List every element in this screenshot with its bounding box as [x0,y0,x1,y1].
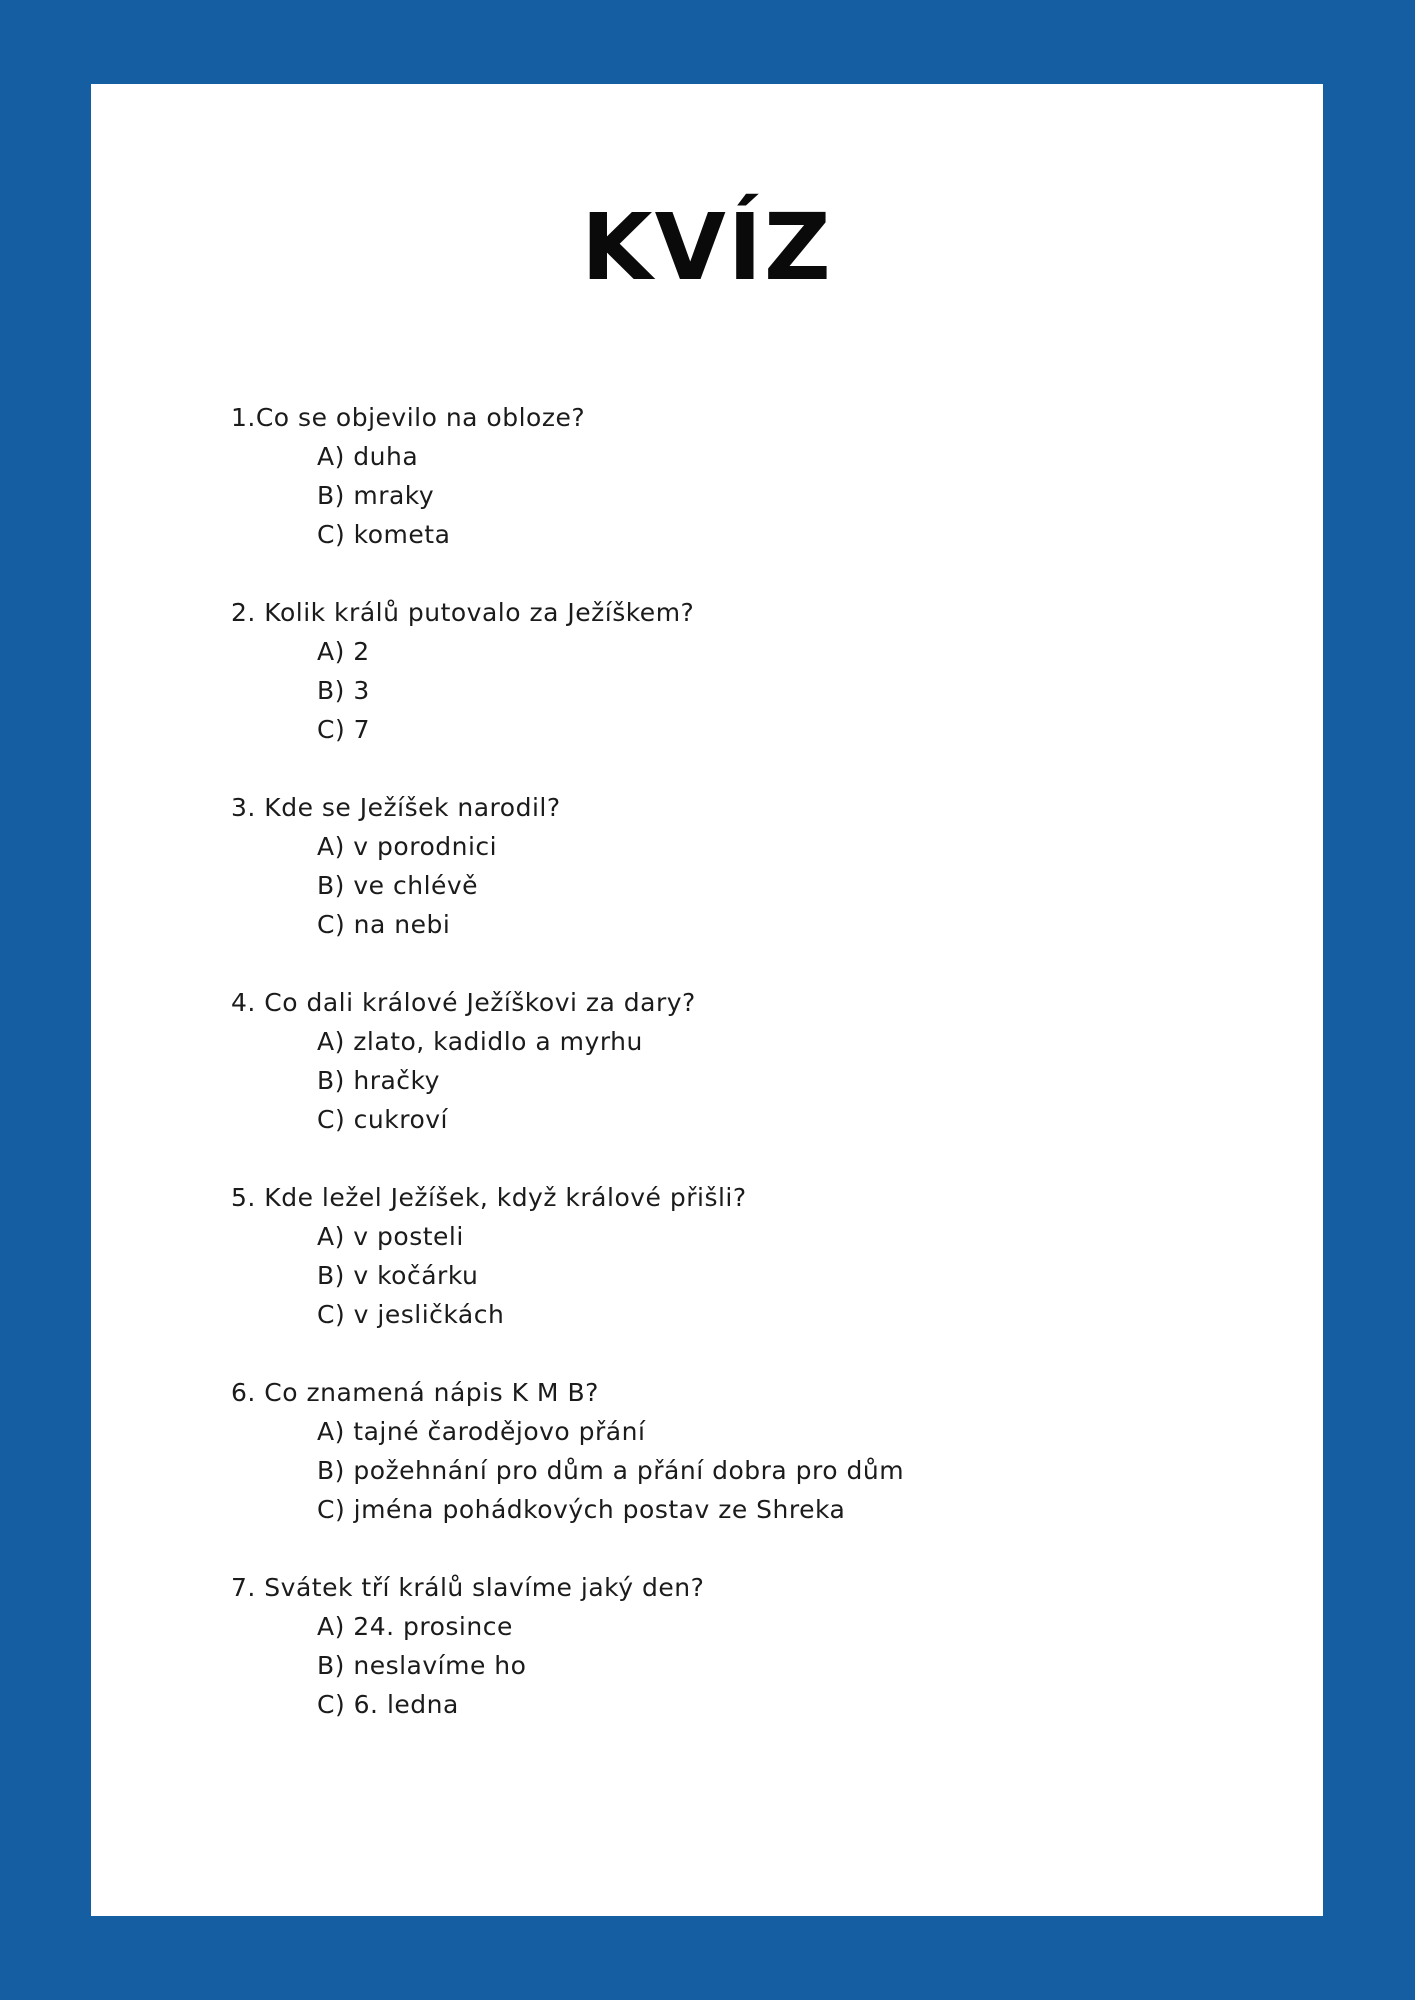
answer-option-b: B) mraky [317,481,435,510]
question-block-1 [231,398,1331,554]
question-block-7 [231,1568,1331,1724]
answer-option-a: A) duha [317,442,419,471]
question-block-3 [231,788,1331,944]
question-text: 4. Co dali králové Ježíškovi za dary? [231,988,696,1017]
answer-option-c: C) 6. ledna [317,1690,459,1719]
answer-option-b: B) 3 [317,676,370,705]
quiz-sheet [91,84,1323,1916]
answer-option-a: A) zlato, kadidlo a myrhu [317,1027,643,1056]
answer-option-a: A) 2 [317,637,370,666]
answer-option-b: B) ve chlévě [317,871,479,900]
answer-option-b: B) v kočárku [317,1261,479,1290]
answer-option-b: B) požehnání pro dům a přání dobra pro dům [317,1456,905,1485]
question-block-5 [231,1178,1331,1334]
answer-option-c: C) 7 [317,715,371,744]
question-list [231,398,1331,1763]
question-text: 2. Kolik králů putovalo za Ježíškem? [231,598,695,627]
answer-option-c: C) jména pohádkových postav ze Shreka [317,1495,846,1524]
question-text: 3. Kde se Ježíšek narodil? [231,793,561,822]
answer-option-c: C) kometa [317,520,451,549]
question-text: 1.Co se objevilo na obloze? [231,403,586,432]
question-block-6 [231,1373,1331,1529]
answer-option-b: B) neslavíme ho [317,1651,527,1680]
answer-option-a: A) v posteli [317,1222,464,1251]
answer-option-c: C) na nebi [317,910,451,939]
question-text: 7. Svátek tří králů slavíme jaký den? [231,1573,705,1602]
answer-option-b: B) hračky [317,1066,440,1095]
quiz-title: KVÍZ [581,194,833,301]
question-text: 6. Co znamená nápis K M B? [231,1378,599,1407]
answer-option-a: A) tajné čarodějovo přání [317,1417,646,1446]
question-block-2 [231,593,1331,749]
question-block-4 [231,983,1331,1139]
answer-option-a: A) 24. prosince [317,1612,513,1641]
answer-option-a: A) v porodnici [317,832,498,861]
answer-option-c: C) cukroví [317,1105,448,1134]
question-text: 5. Kde ležel Ježíšek, když králové přišli? [231,1183,747,1212]
answer-option-c: C) v jesličkách [317,1300,505,1329]
